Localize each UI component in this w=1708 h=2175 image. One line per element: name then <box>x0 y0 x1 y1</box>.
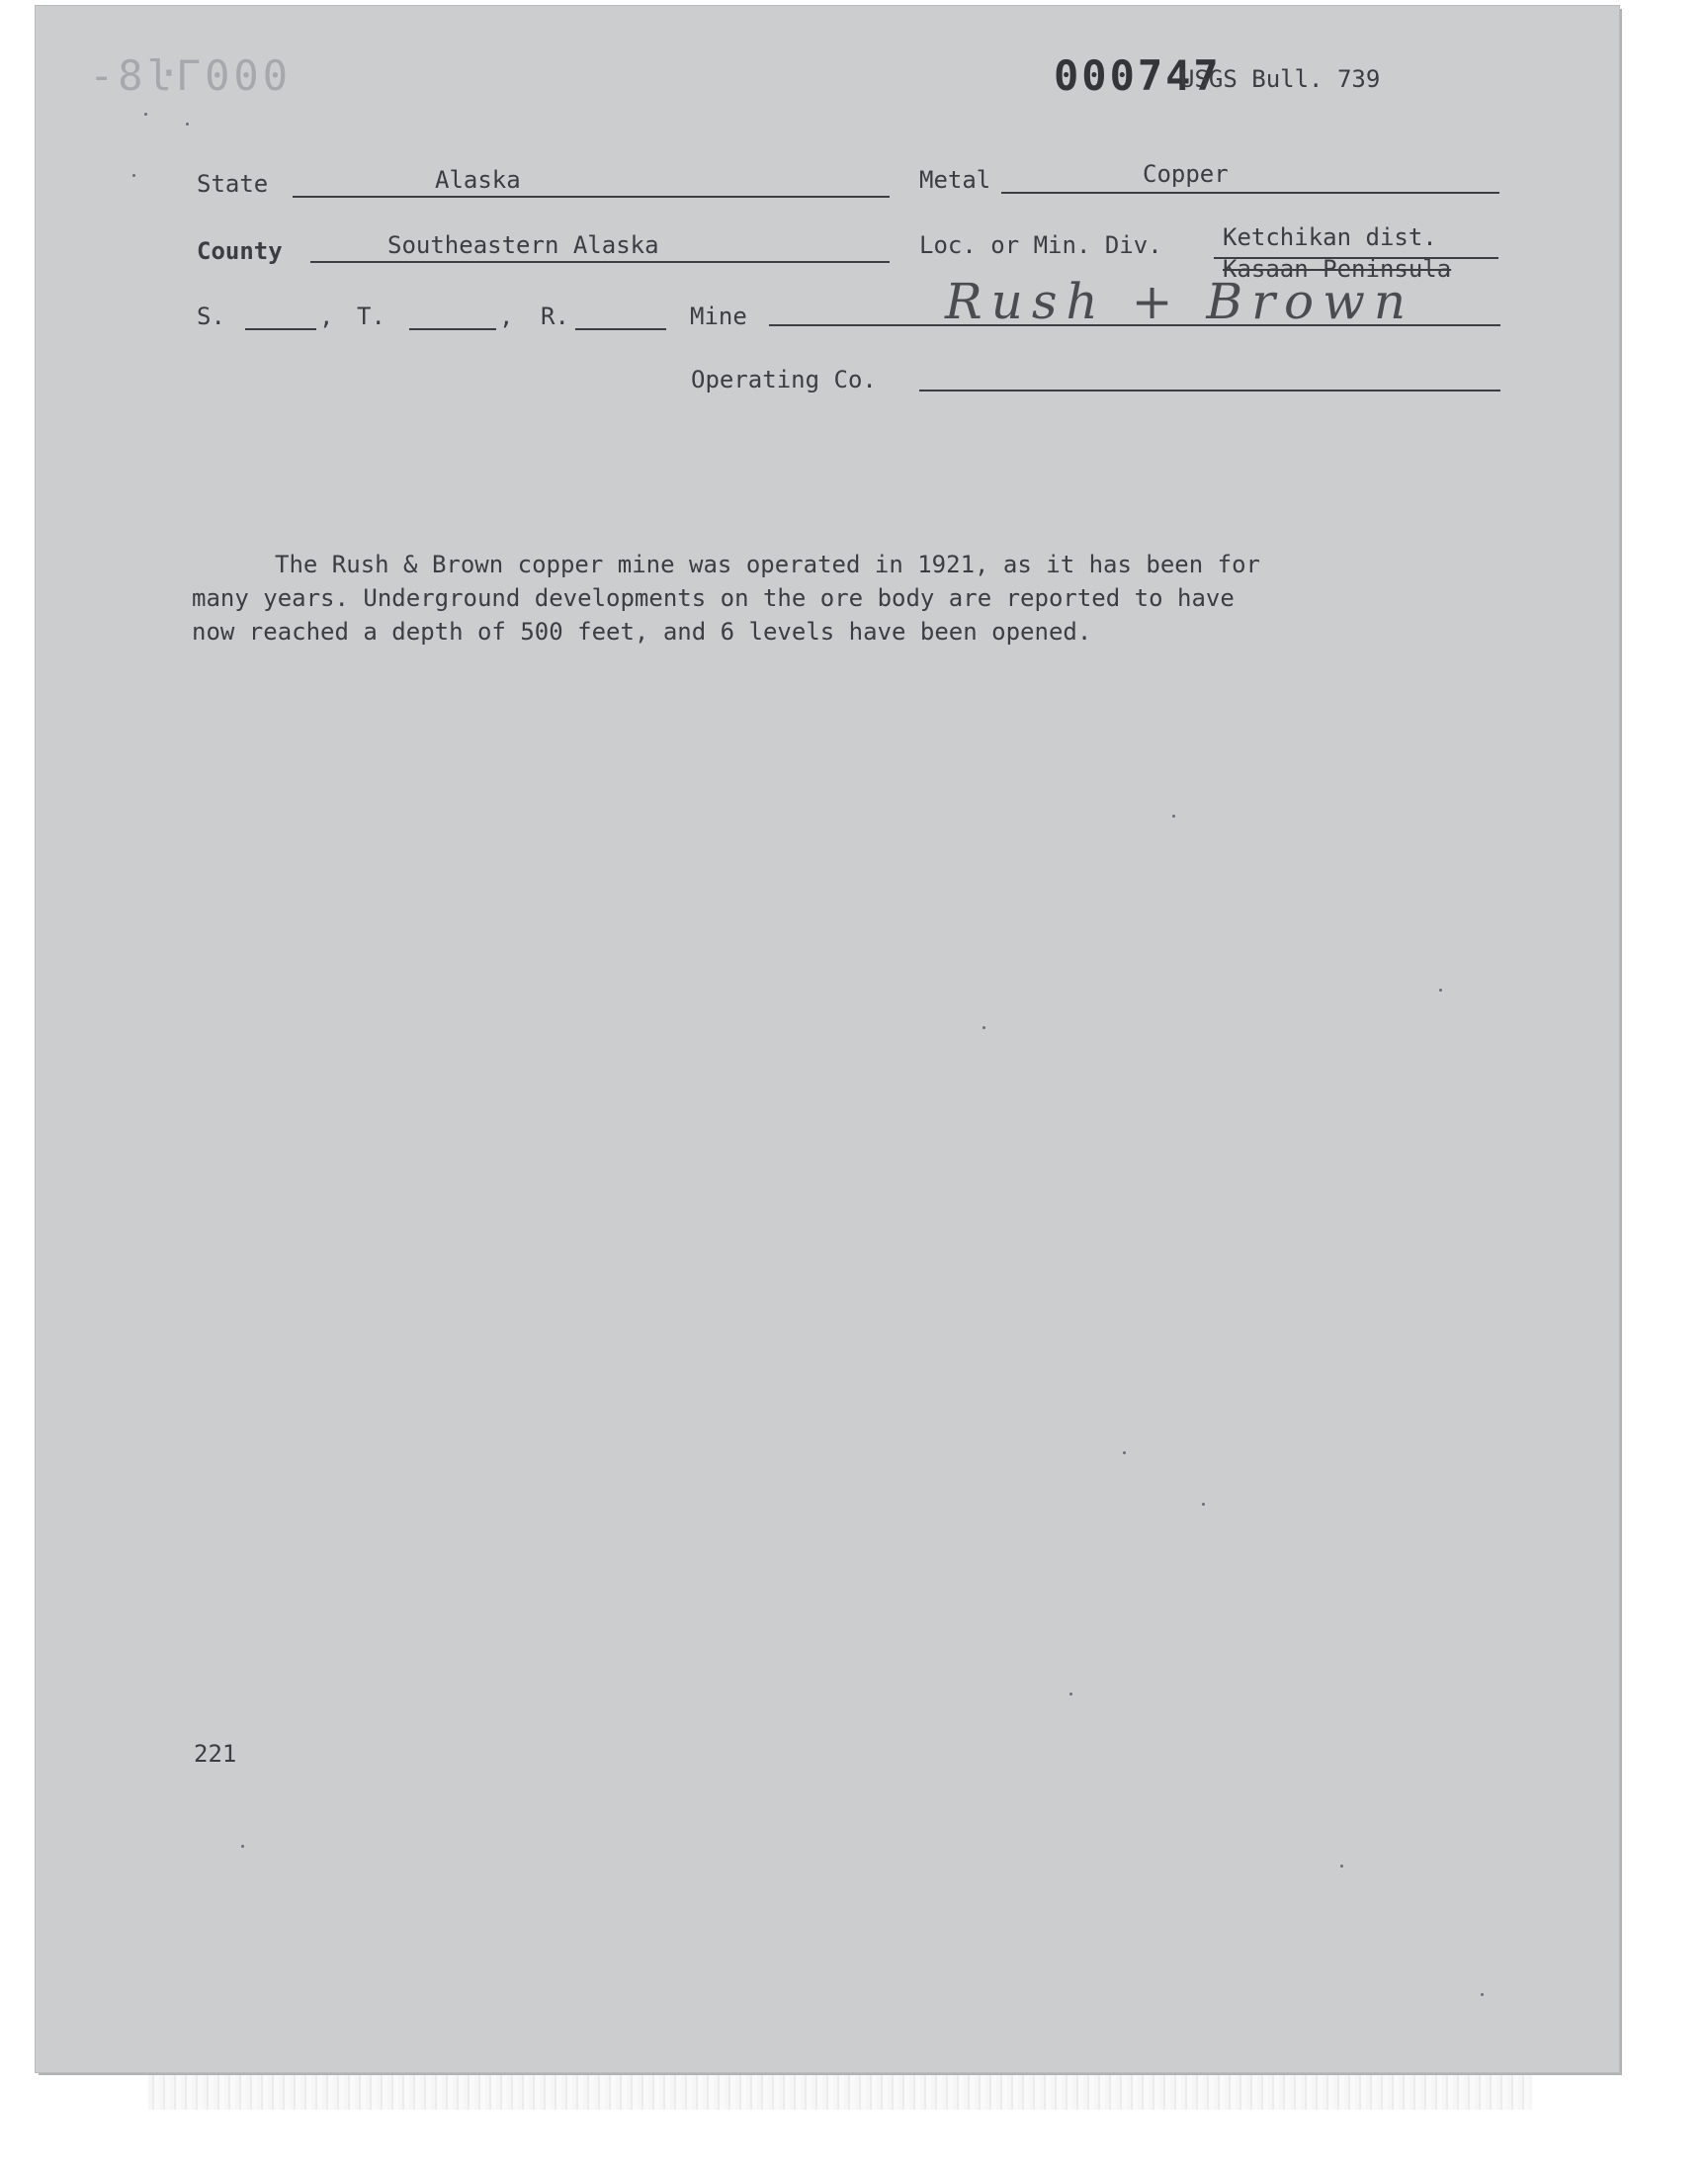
state-label: State <box>197 170 269 198</box>
paragraph-line: The Rush & Brown copper mine was operated in 1921, as it has been for <box>275 551 1260 578</box>
state-underline <box>293 196 890 198</box>
county-label: County <box>197 237 283 265</box>
scan-speck <box>1123 1451 1126 1454</box>
scan-speck <box>1439 989 1442 992</box>
township-label: T. <box>357 303 385 330</box>
scan-speck <box>1340 1865 1343 1868</box>
scan-speck <box>1069 1693 1072 1696</box>
scan-speck <box>982 1026 985 1029</box>
scan-speck <box>186 123 189 126</box>
county-value: Southeastern Alaska <box>387 231 659 259</box>
faded-document-number: -8ŀΓ000 <box>89 51 293 100</box>
page-number: 221 <box>194 1740 237 1768</box>
scan-speck <box>132 174 135 177</box>
state-value: Alaska <box>435 166 521 194</box>
paragraph-line: many years. Underground developments on the ore body are reported to have <box>192 584 1235 612</box>
scan-speck <box>144 113 147 116</box>
metal-underline <box>1001 192 1499 194</box>
document-page <box>36 6 1619 2072</box>
stamped-document-number: 000747 <box>1054 51 1222 100</box>
section-label: S. <box>197 303 225 330</box>
section-underline <box>245 328 316 330</box>
operating-co-underline <box>919 390 1500 392</box>
scan-speck <box>1481 1993 1484 1996</box>
range-label: R. <box>541 303 569 330</box>
scan-speck <box>241 1845 244 1848</box>
loc-value: Ketchikan dist. <box>1223 223 1437 251</box>
range-underline <box>575 328 666 330</box>
comma: , <box>319 303 334 330</box>
description-paragraph <box>192 548 1477 649</box>
scan-speck <box>1172 815 1175 818</box>
paragraph-line: now reached a depth of 500 feet, and 6 levels have been opened. <box>192 618 1092 646</box>
township-underline <box>409 328 496 330</box>
comma: , <box>499 303 514 330</box>
scan-edge-strip <box>148 2074 1532 2110</box>
loc-label: Loc. or Min. Div. <box>919 231 1162 259</box>
mine-label: Mine <box>690 303 747 330</box>
scan-speck <box>1202 1503 1205 1506</box>
reference-citation: USGS Bull. 739 <box>1180 65 1381 93</box>
metal-label: Metal <box>919 166 991 194</box>
loc-struck-value: Kasaan Peninsula <box>1223 255 1452 283</box>
operating-co-label: Operating Co. <box>691 366 877 393</box>
mine-value-handwritten: Rush + Brown <box>945 273 1415 330</box>
county-underline <box>310 261 890 263</box>
metal-value: Copper <box>1143 160 1229 188</box>
